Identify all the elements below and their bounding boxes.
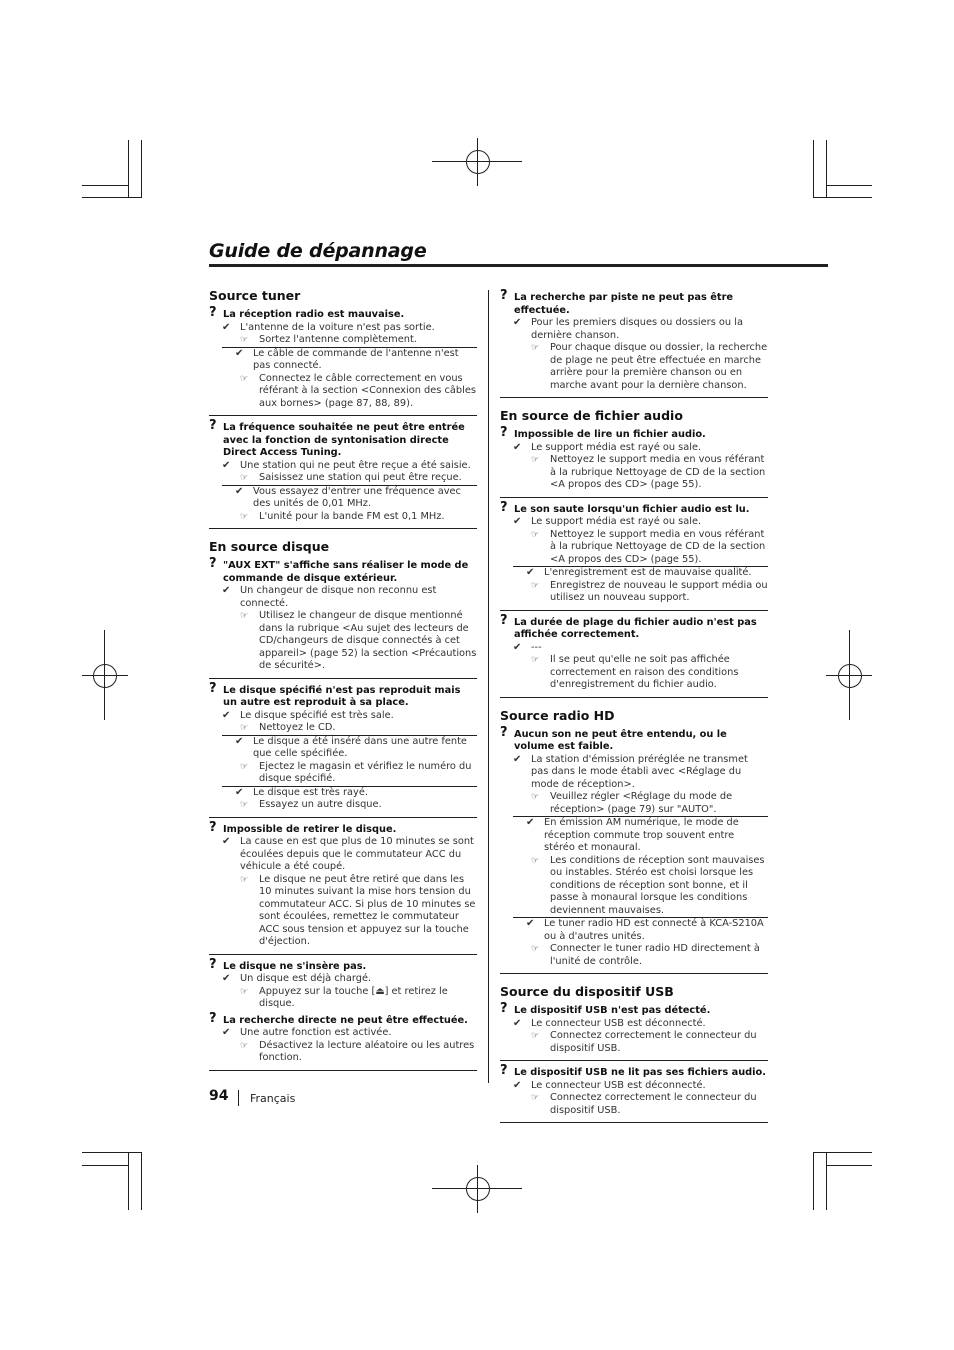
question-icon: ? bbox=[209, 1010, 217, 1026]
solution-item: ☞ Nettoyez le support media en vous référant à la rubrique Nettoyage de CD de la section <A propos des CD> (page 55). bbox=[531, 454, 766, 490]
check-icon: ✔ bbox=[513, 516, 522, 527]
solution-item: ☞ Pour chaque disque ou dossier, la recherche de plage ne peut être effectuée en marche arrière pour la première chanson ou en marche avant pour la dernière chanson. bbox=[531, 342, 768, 391]
divider bbox=[209, 415, 477, 416]
cause-item: ✔ Le disque a été inséré dans une autre fente que celle spécifiée. bbox=[222, 735, 477, 761]
check-icon: ✔ bbox=[513, 317, 522, 328]
problem-question: ? La fréquence souhaitée ne peut être entrée avec la fonction de syntonisation directe Direct Access Tuning. bbox=[209, 418, 465, 458]
pointing-hand-icon: ☞ bbox=[240, 511, 249, 522]
question-icon: ? bbox=[500, 724, 508, 740]
footer-separator bbox=[238, 1090, 239, 1106]
pointing-hand-icon: ☞ bbox=[531, 655, 540, 665]
problem-block bbox=[500, 288, 768, 392]
problem-question: ? Le son saute lorsqu'un fichier audio est lu. bbox=[500, 499, 750, 515]
check-icon: ✔ bbox=[222, 709, 231, 721]
problem-block bbox=[500, 1063, 768, 1117]
section-heading: En source disque bbox=[209, 539, 330, 554]
divider bbox=[500, 1060, 768, 1061]
right-column bbox=[500, 288, 768, 1129]
divider bbox=[209, 678, 477, 679]
section-heading: Source du dispositif USB bbox=[500, 984, 674, 999]
column-divider bbox=[488, 290, 489, 1083]
problem-block bbox=[500, 499, 768, 605]
solution-item: ☞ Connectez correctement le connecteur du dispositif USB. bbox=[531, 1030, 757, 1054]
cause-item: ✔ Le connecteur USB est déconnecté. bbox=[513, 1079, 706, 1091]
cause-item: ✔ Le connecteur USB est déconnecté. bbox=[513, 1017, 706, 1029]
problem-question: ? Le dispositif USB ne lit pas ses fichiers audio. bbox=[500, 1063, 766, 1078]
check-icon: ✔ bbox=[222, 836, 231, 847]
pointing-hand-icon: ☞ bbox=[240, 723, 249, 733]
cause-item: ✔ Une autre fonction est activée. bbox=[222, 1027, 392, 1038]
solution-item: ☞ Sortez l'antenne complètement. bbox=[240, 334, 417, 345]
crop-mark-br-h1 bbox=[826, 1165, 872, 1166]
question-icon: ? bbox=[209, 305, 217, 320]
problem-question: ? "AUX EXT" s'affiche sans réaliser le mode de commande de disque extérieur. bbox=[209, 556, 469, 584]
crop-mark-bl-v1 bbox=[128, 1152, 129, 1210]
divider bbox=[500, 973, 768, 974]
cause-item: ✔ En émission AM numérique, le mode de réception commute trop souvent entre stéréo et monaural. bbox=[513, 816, 768, 855]
check-icon: ✔ bbox=[222, 1027, 231, 1038]
problem-question: ? La recherche directe ne peut être effectuée. bbox=[209, 1010, 468, 1026]
crop-mark-tr-v2 bbox=[826, 140, 827, 198]
page-title: Guide de dépannage bbox=[209, 240, 427, 262]
problem-block bbox=[209, 556, 477, 673]
divider bbox=[500, 697, 768, 698]
solution-item: ☞ Utilisez le changeur de disque mentionné dans la rubrique <Au sujet des lecteurs de CD/changeurs de disque connectés à cet appareil> (page 52) la section <Précautions de sécurité>. bbox=[240, 610, 477, 671]
problem-block bbox=[209, 1010, 477, 1065]
problem-question: ? Le disque ne s'insère pas. bbox=[209, 956, 367, 972]
section-heading: Source tuner bbox=[209, 288, 301, 303]
cause-item: ✔ La station d'émission préréglée ne transmet pas dans le mode établi avec <Réglage du mode de réception>. bbox=[513, 753, 748, 790]
cause-item: ✔ Le disque spécifié est très sale. bbox=[222, 709, 394, 721]
solution-item: ☞ Essayez un autre disque. bbox=[240, 799, 382, 810]
pointing-hand-icon: ☞ bbox=[531, 855, 540, 866]
cause-item: ✔ L'enregistrement est de mauvaise qualité. bbox=[513, 566, 768, 580]
check-icon: ✔ bbox=[513, 1017, 522, 1029]
solution-item: ☞ Veuillez régler <Réglage du mode de réception> (page 79) sur "AUTO". bbox=[531, 791, 733, 815]
question-icon: ? bbox=[209, 819, 217, 835]
check-icon: ✔ bbox=[526, 817, 535, 828]
section-heading: Source radio HD bbox=[500, 707, 615, 723]
solution-item: ☞ Saisissez une station qui peut être reçue. bbox=[240, 472, 462, 483]
pointing-hand-icon: ☞ bbox=[531, 343, 540, 353]
crop-mark-tl-v1 bbox=[128, 140, 129, 198]
check-icon: ✔ bbox=[513, 441, 522, 453]
solution-item: ☞ Il se peut qu'elle ne soit pas affichée correctement en raison des conditions d'enregistrement du fichier audio. bbox=[531, 654, 739, 690]
solution-item: ☞ Enregistrez de nouveau le support média ou utilisez un nouveau support. bbox=[531, 579, 768, 603]
divider bbox=[500, 610, 768, 611]
solution-item: ☞ Ejectez le magasin et vérifiez le numéro du disque spécifié. bbox=[240, 760, 472, 784]
left-column bbox=[209, 288, 477, 1077]
question-icon: ? bbox=[500, 1001, 508, 1016]
problem-block bbox=[209, 680, 477, 812]
check-icon: ✔ bbox=[235, 485, 244, 497]
question-icon: ? bbox=[500, 288, 508, 303]
solution-item: ☞ Connecter le tuner radio HD directement à l'unité de contrôle. bbox=[531, 943, 760, 967]
crop-mark-br-h2 bbox=[813, 1152, 872, 1153]
pointing-hand-icon: ☞ bbox=[240, 335, 249, 345]
pointing-hand-icon: ☞ bbox=[531, 1031, 540, 1041]
check-icon: ✔ bbox=[513, 641, 522, 653]
divider bbox=[500, 497, 768, 498]
solution-item: ☞ Les conditions de réception sont mauvaises ou instables. Stéréo est choisi lorsque les conditions de réception sont bonne, et il passe à monaural lorsque les conditions deviennent mauvaises. bbox=[531, 854, 765, 916]
solution-item: ☞ Connectez le câble correctement en vous référant à la section <Connexion des câbles aux bornes> (page 87, 88, 89). bbox=[240, 372, 476, 409]
solution-item: ☞ Nettoyez le CD. bbox=[240, 722, 336, 733]
crop-mark-tl-v2 bbox=[141, 140, 142, 198]
problem-block bbox=[209, 956, 477, 1011]
check-icon: ✔ bbox=[235, 786, 244, 798]
problem-question: ? La durée de plage du fichier audio n'est pas affichée correctement. bbox=[500, 612, 757, 640]
cause-item: ✔ Vous essayez d'entrer une fréquence avec des unités de 0,01 MHz. bbox=[222, 485, 477, 511]
divider bbox=[209, 1070, 477, 1071]
title-rule bbox=[209, 264, 828, 267]
divider bbox=[209, 954, 477, 955]
check-icon: ✔ bbox=[526, 918, 535, 929]
solution-item: ☞ L'unité pour la bande FM est 0,1 MHz. bbox=[240, 510, 445, 522]
crop-mark-br-v2 bbox=[826, 1152, 827, 1210]
problem-question: ? La réception radio est mauvaise. bbox=[209, 305, 405, 320]
problem-question: ? Aucun son ne peut être entendu, ou le volume est faible. bbox=[500, 724, 727, 752]
pointing-hand-icon: ☞ bbox=[531, 792, 540, 802]
cause-item: ✔ Une station qui ne peut être reçue a été saisie. bbox=[222, 459, 471, 471]
pointing-hand-icon: ☞ bbox=[240, 761, 249, 772]
pointing-hand-icon: ☞ bbox=[240, 800, 249, 810]
check-icon: ✔ bbox=[235, 347, 244, 359]
question-icon: ? bbox=[209, 556, 217, 571]
solution-item: ☞ Connectez correctement le connecteur du dispositif USB. bbox=[531, 1092, 757, 1116]
pointing-hand-icon: ☞ bbox=[531, 1093, 540, 1103]
pointing-hand-icon: ☞ bbox=[531, 944, 540, 954]
problem-block bbox=[500, 1001, 768, 1055]
check-icon: ✔ bbox=[222, 973, 231, 984]
section-heading: En source de fichier audio bbox=[500, 408, 683, 423]
crop-mark-tl-h2 bbox=[82, 197, 142, 198]
pointing-hand-icon: ☞ bbox=[531, 580, 540, 591]
problem-block bbox=[209, 819, 477, 949]
problem-block bbox=[209, 305, 477, 410]
pointing-hand-icon: ☞ bbox=[240, 1040, 249, 1051]
check-icon: ✔ bbox=[513, 1079, 522, 1091]
crop-mark-bl-v2 bbox=[141, 1152, 142, 1210]
divider bbox=[209, 817, 477, 818]
crop-mark-bl-h1 bbox=[82, 1165, 129, 1166]
check-icon: ✔ bbox=[513, 753, 522, 765]
crop-mark-tr-h2 bbox=[813, 197, 872, 198]
problem-block bbox=[500, 724, 768, 969]
page-number: 94 bbox=[209, 1088, 229, 1104]
problem-block bbox=[500, 425, 768, 492]
check-icon: ✔ bbox=[526, 567, 535, 578]
crop-mark-bl-h2 bbox=[82, 1152, 142, 1153]
question-icon: ? bbox=[500, 425, 508, 440]
pointing-hand-icon: ☞ bbox=[240, 473, 249, 483]
divider bbox=[500, 397, 768, 398]
cause-item: ✔ --- bbox=[513, 641, 542, 653]
problem-block bbox=[500, 612, 768, 692]
divider bbox=[500, 1122, 768, 1123]
pointing-hand-icon: ☞ bbox=[240, 373, 249, 384]
cause-item: ✔ Le câble de commande de l'antenne n'est pas connecté. bbox=[222, 347, 477, 373]
footer-language: Français bbox=[250, 1092, 296, 1105]
check-icon: ✔ bbox=[222, 585, 231, 596]
cause-item: ✔ Pour les premiers disques ou dossiers ou la dernière chanson. bbox=[513, 317, 743, 341]
question-icon: ? bbox=[500, 1063, 508, 1078]
cause-item: ✔ Un changeur de disque non reconnu est connecté. bbox=[222, 585, 437, 609]
crop-mark-br-v1 bbox=[813, 1152, 814, 1210]
problem-question: ? Le disque spécifié n'est pas reproduit mais un autre est reproduit à sa place. bbox=[209, 680, 461, 708]
problem-block bbox=[209, 418, 477, 523]
question-icon: ? bbox=[209, 418, 217, 433]
crop-mark-tr-h1 bbox=[826, 185, 872, 186]
problem-question: ? La recherche par piste ne peut pas être effectuée. bbox=[500, 288, 734, 316]
solution-item: ☞ Désactivez la lecture aléatoire ou les autres fonction. bbox=[240, 1039, 475, 1063]
pointing-hand-icon: ☞ bbox=[240, 986, 249, 997]
solution-item: ☞ Nettoyez le support media en vous référant à la rubrique Nettoyage de CD de la section <A propos des CD> (page 55). bbox=[531, 528, 766, 565]
problem-question: ? Impossible de retirer le disque. bbox=[209, 819, 397, 835]
question-icon: ? bbox=[209, 680, 217, 696]
cause-item: ✔ L'antenne de la voiture n'est pas sortie. bbox=[222, 321, 435, 333]
check-icon: ✔ bbox=[222, 459, 231, 471]
pointing-hand-icon: ☞ bbox=[531, 529, 540, 540]
pointing-hand-icon: ☞ bbox=[240, 874, 249, 885]
divider bbox=[209, 528, 477, 529]
cause-item: ✔ La cause en est que plus de 10 minutes se sont écoulées depuis que le commutateur ACC du véhicule a été coupé. bbox=[222, 836, 474, 872]
question-icon: ? bbox=[209, 956, 217, 972]
cause-item: ✔ Le support média est rayé ou sale. bbox=[513, 516, 702, 527]
question-icon: ? bbox=[500, 499, 508, 515]
question-icon: ? bbox=[500, 612, 508, 628]
crop-mark-tl-h1 bbox=[82, 185, 129, 186]
problem-question: ? Impossible de lire un fichier audio. bbox=[500, 425, 706, 440]
problem-question: ? Le dispositif USB n'est pas détecté. bbox=[500, 1001, 711, 1016]
pointing-hand-icon: ☞ bbox=[240, 611, 249, 621]
cause-item: ✔ Le tuner radio HD est connecté à KCA-S210A ou à d'autres unités. bbox=[513, 917, 768, 943]
check-icon: ✔ bbox=[222, 321, 231, 333]
check-icon: ✔ bbox=[235, 735, 244, 747]
crop-mark-tr-v1 bbox=[813, 140, 814, 198]
cause-item: ✔ Le disque est très rayé. bbox=[222, 786, 477, 800]
pointing-hand-icon: ☞ bbox=[531, 455, 540, 465]
cause-item: ✔ Un disque est déjà chargé. bbox=[222, 973, 372, 984]
cause-item: ✔ Le support média est rayé ou sale. bbox=[513, 441, 702, 453]
solution-item: ☞ Le disque ne peut être retiré que dans les 10 minutes suivant la mise hors tension du commutateur ACC. Si plus de 10 minutes se sont écoulées, remettez le commutateur ACC sous tension et appuyez sur la touche d'éjection. bbox=[240, 873, 476, 947]
solution-item: ☞ Appuyez sur la touche [⏏] et retirez le disque. bbox=[240, 985, 448, 1009]
